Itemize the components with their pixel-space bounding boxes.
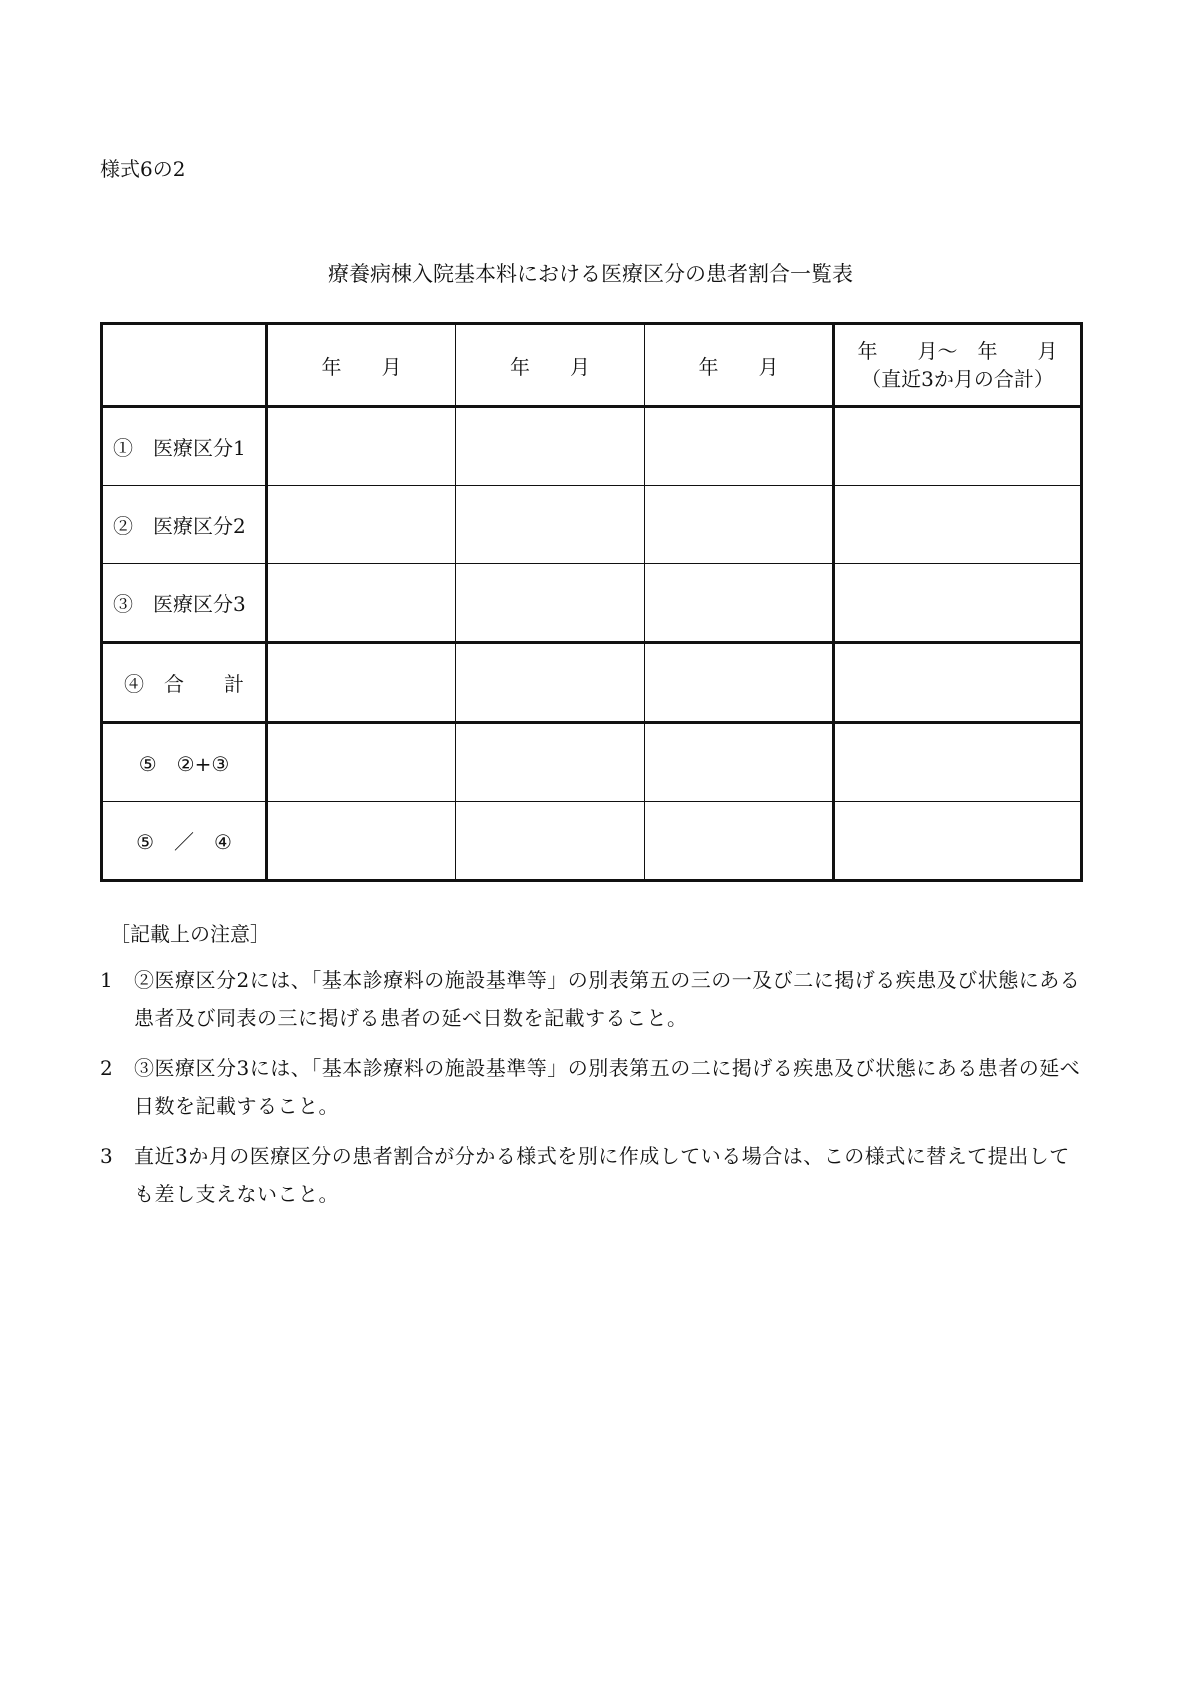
input-cell[interactable] bbox=[456, 802, 645, 881]
row-label-sum-2-3: ⑤ ②+③ bbox=[102, 723, 267, 802]
note-item bbox=[100, 1049, 1085, 1125]
header-month-1: 年 月 bbox=[267, 324, 456, 407]
header-total-note: （直近3か月の合計） bbox=[861, 367, 1054, 391]
input-cell[interactable] bbox=[645, 723, 834, 802]
note-text: ③医療区分3には、「基本診療料の施設基準等」の別表第五の二に掲げる疾患及び状態にある患者の延べ日数を記載すること。 bbox=[134, 1056, 1081, 1118]
table-row bbox=[102, 802, 1082, 881]
input-cell[interactable] bbox=[456, 564, 645, 643]
header-month-3: 年 月 bbox=[645, 324, 834, 407]
input-cell[interactable] bbox=[456, 486, 645, 564]
input-cell[interactable] bbox=[645, 643, 834, 723]
notes-section bbox=[100, 918, 1085, 1225]
input-cell[interactable] bbox=[267, 564, 456, 643]
header-month-2: 年 月 bbox=[456, 324, 645, 407]
input-cell[interactable] bbox=[267, 407, 456, 486]
row-label-category-3: ③ 医療区分3 bbox=[102, 564, 267, 643]
input-cell[interactable] bbox=[645, 564, 834, 643]
note-number: 2 bbox=[100, 1056, 113, 1080]
table-row bbox=[102, 407, 1082, 486]
document-title: 療養病棟入院基本料における医療区分の患者割合一覧表 bbox=[328, 262, 853, 286]
note-text: ②医療区分2には、「基本診療料の施設基準等」の別表第五の三の一及び二に掲げる疾患及び状態にある患者及び同表の三に掲げる患者の延べ日数を記載すること。 bbox=[134, 968, 1081, 1030]
input-cell-total[interactable] bbox=[834, 643, 1082, 723]
table-row bbox=[102, 486, 1082, 564]
table-row bbox=[102, 723, 1082, 802]
notes-heading: ［記載上の注意］ bbox=[110, 922, 270, 946]
input-cell[interactable] bbox=[267, 802, 456, 881]
input-cell-total[interactable] bbox=[834, 802, 1082, 881]
note-item bbox=[100, 961, 1085, 1037]
input-cell[interactable] bbox=[456, 643, 645, 723]
header-total-period: 年 月～ 年 月 bbox=[857, 339, 1058, 363]
input-cell-total[interactable] bbox=[834, 486, 1082, 564]
header-corner-cell bbox=[102, 324, 267, 407]
input-cell[interactable] bbox=[456, 407, 645, 486]
input-cell[interactable] bbox=[645, 407, 834, 486]
input-cell[interactable] bbox=[645, 486, 834, 564]
input-cell-total[interactable] bbox=[834, 723, 1082, 802]
input-cell-total[interactable] bbox=[834, 564, 1082, 643]
input-cell[interactable] bbox=[456, 723, 645, 802]
table-row bbox=[102, 643, 1082, 723]
patient-ratio-table bbox=[100, 322, 1083, 882]
note-text: 直近3か月の医療区分の患者割合が分かる様式を別に作成している場合は、この様式に替えて提出しても差し支えないこと。 bbox=[134, 1144, 1070, 1206]
table-header-row bbox=[102, 324, 1082, 407]
row-label-category-1: ① 医療区分1 bbox=[102, 407, 267, 486]
header-total bbox=[834, 324, 1082, 407]
row-label-category-2: ② 医療区分2 bbox=[102, 486, 267, 564]
note-number: 1 bbox=[100, 968, 113, 992]
row-label-ratio: ⑤ ／ ④ bbox=[102, 802, 267, 881]
input-cell[interactable] bbox=[267, 486, 456, 564]
row-label-total: ④ 合 計 bbox=[102, 643, 267, 723]
input-cell[interactable] bbox=[267, 723, 456, 802]
note-item bbox=[100, 1137, 1085, 1213]
input-cell-total[interactable] bbox=[834, 407, 1082, 486]
form-number: 様式6の2 bbox=[100, 157, 186, 181]
input-cell[interactable] bbox=[645, 802, 834, 881]
input-cell[interactable] bbox=[267, 643, 456, 723]
note-number: 3 bbox=[100, 1144, 113, 1168]
table-row bbox=[102, 564, 1082, 643]
